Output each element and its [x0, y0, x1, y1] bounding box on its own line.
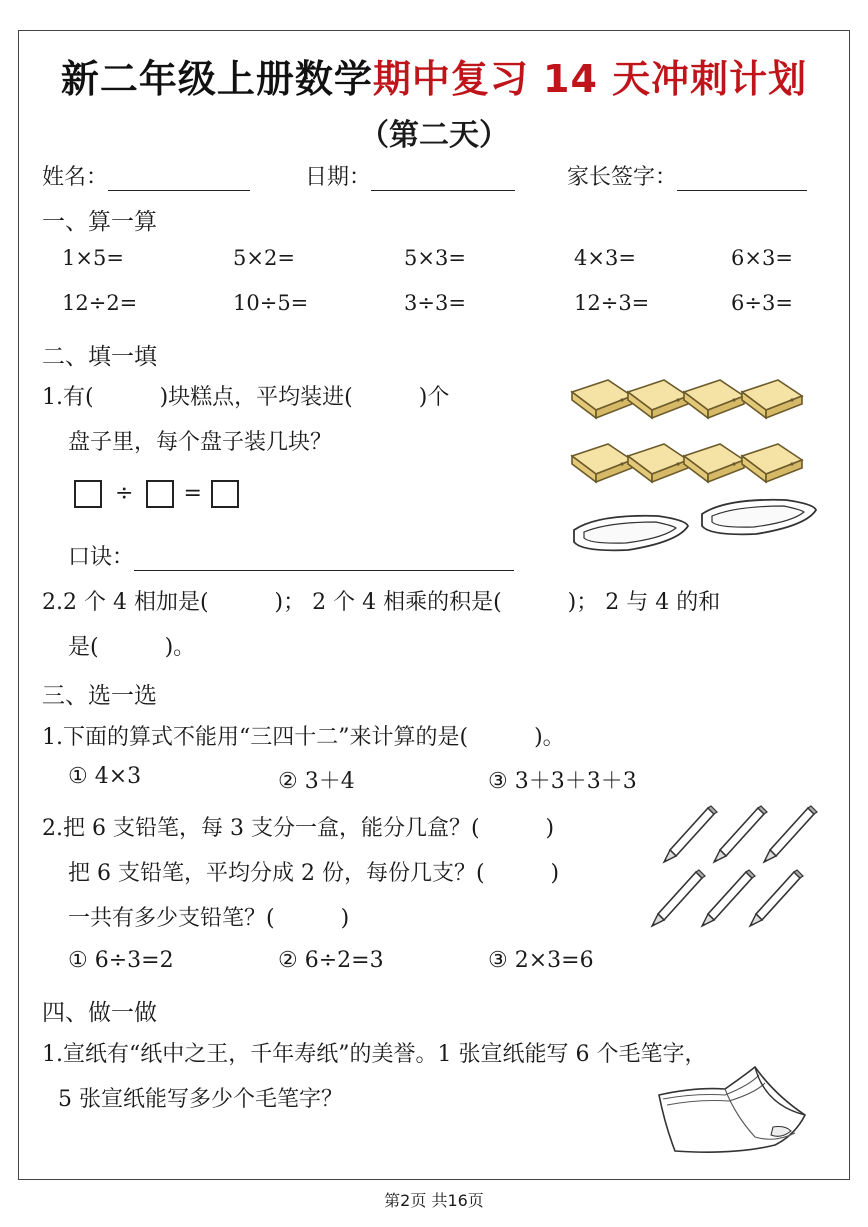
calc-item: 3÷3=	[404, 291, 466, 315]
choose-q1: 1.下面的算式不能用“三四十二”来计算的是( )。	[42, 725, 565, 750]
paper-stack-icon	[655, 1065, 815, 1160]
answer-box[interactable]	[74, 480, 102, 508]
answer-box[interactable]	[146, 480, 174, 508]
option[interactable]: ② 3＋4	[278, 769, 355, 794]
section-1-heading: 一、算一算	[42, 209, 157, 235]
answer-box[interactable]	[211, 480, 239, 508]
name-label: 姓名：	[42, 160, 250, 191]
option[interactable]: ① 4×3	[68, 764, 142, 789]
sign-blank[interactable]	[677, 168, 807, 191]
division-equation: ÷ =	[74, 480, 239, 508]
koujue-label: 口诀：	[68, 540, 514, 571]
choose-q2-line1: 2.把 6 支铅笔，每 3 支分一盒，能分几盒？( )	[42, 816, 555, 841]
option[interactable]: ② 6÷2=3	[278, 948, 384, 973]
choose-q2-line3: 一共有多少支铅笔？( )	[68, 906, 350, 931]
option[interactable]: ① 6÷3=2	[68, 948, 174, 973]
calc-item: 6×3=	[731, 246, 793, 270]
calc-item: 4×3=	[574, 246, 636, 270]
page-title: 新二年级上册数学期中复习 14 天冲刺计划	[60, 57, 808, 101]
fill-q2-line1: 2.2 个 4 相加是( )； 2 个 4 相乘的积是( )； 2 与 4 的和	[42, 590, 721, 615]
do-q1-line2: 5 张宣纸能写多少个毛笔字？	[58, 1087, 343, 1112]
option[interactable]: ③ 2×3=6	[488, 948, 594, 973]
date-label: 日期：	[305, 160, 515, 191]
choose-q2-line2: 把 6 支铅笔，平均分成 2 份，每份几支？( )	[68, 861, 560, 886]
do-q1-line1: 1.宣纸有“纸中之王，千年寿纸”的美誉。1 张宣纸能写 6 个毛笔字，	[42, 1042, 707, 1067]
section-2-heading: 二、填一填	[42, 344, 157, 370]
section-4-heading: 四、做一做	[42, 1000, 157, 1026]
date-blank[interactable]	[371, 168, 515, 191]
calc-item: 12÷3=	[574, 291, 650, 315]
calc-item: 6÷3=	[731, 291, 793, 315]
fill-q1-line1: 1.有( )块糕点，平均装进( )个	[42, 385, 450, 410]
option[interactable]: ③ 3＋3＋3＋3	[488, 769, 637, 794]
page-subtitle: （第二天）	[359, 118, 509, 153]
calc-item: 5×2=	[233, 246, 295, 270]
name-blank[interactable]	[108, 168, 250, 191]
page-footer: 第2页 共16页	[384, 1191, 484, 1210]
pencil-icon	[650, 800, 825, 935]
cake-icon	[568, 372, 823, 562]
section-3-heading: 三、选一选	[42, 683, 157, 709]
fill-q2-line2: 是( )。	[68, 635, 196, 660]
calc-item: 10÷5=	[233, 291, 309, 315]
sign-label: 家长签字：	[567, 160, 807, 191]
calc-item: 5×3=	[404, 246, 466, 270]
koujue-blank[interactable]	[134, 548, 514, 571]
fill-q1-line2: 盘子里，每个盘子装几块？	[68, 430, 333, 455]
calc-item: 1×5=	[62, 246, 124, 270]
calc-item: 12÷2=	[62, 291, 138, 315]
